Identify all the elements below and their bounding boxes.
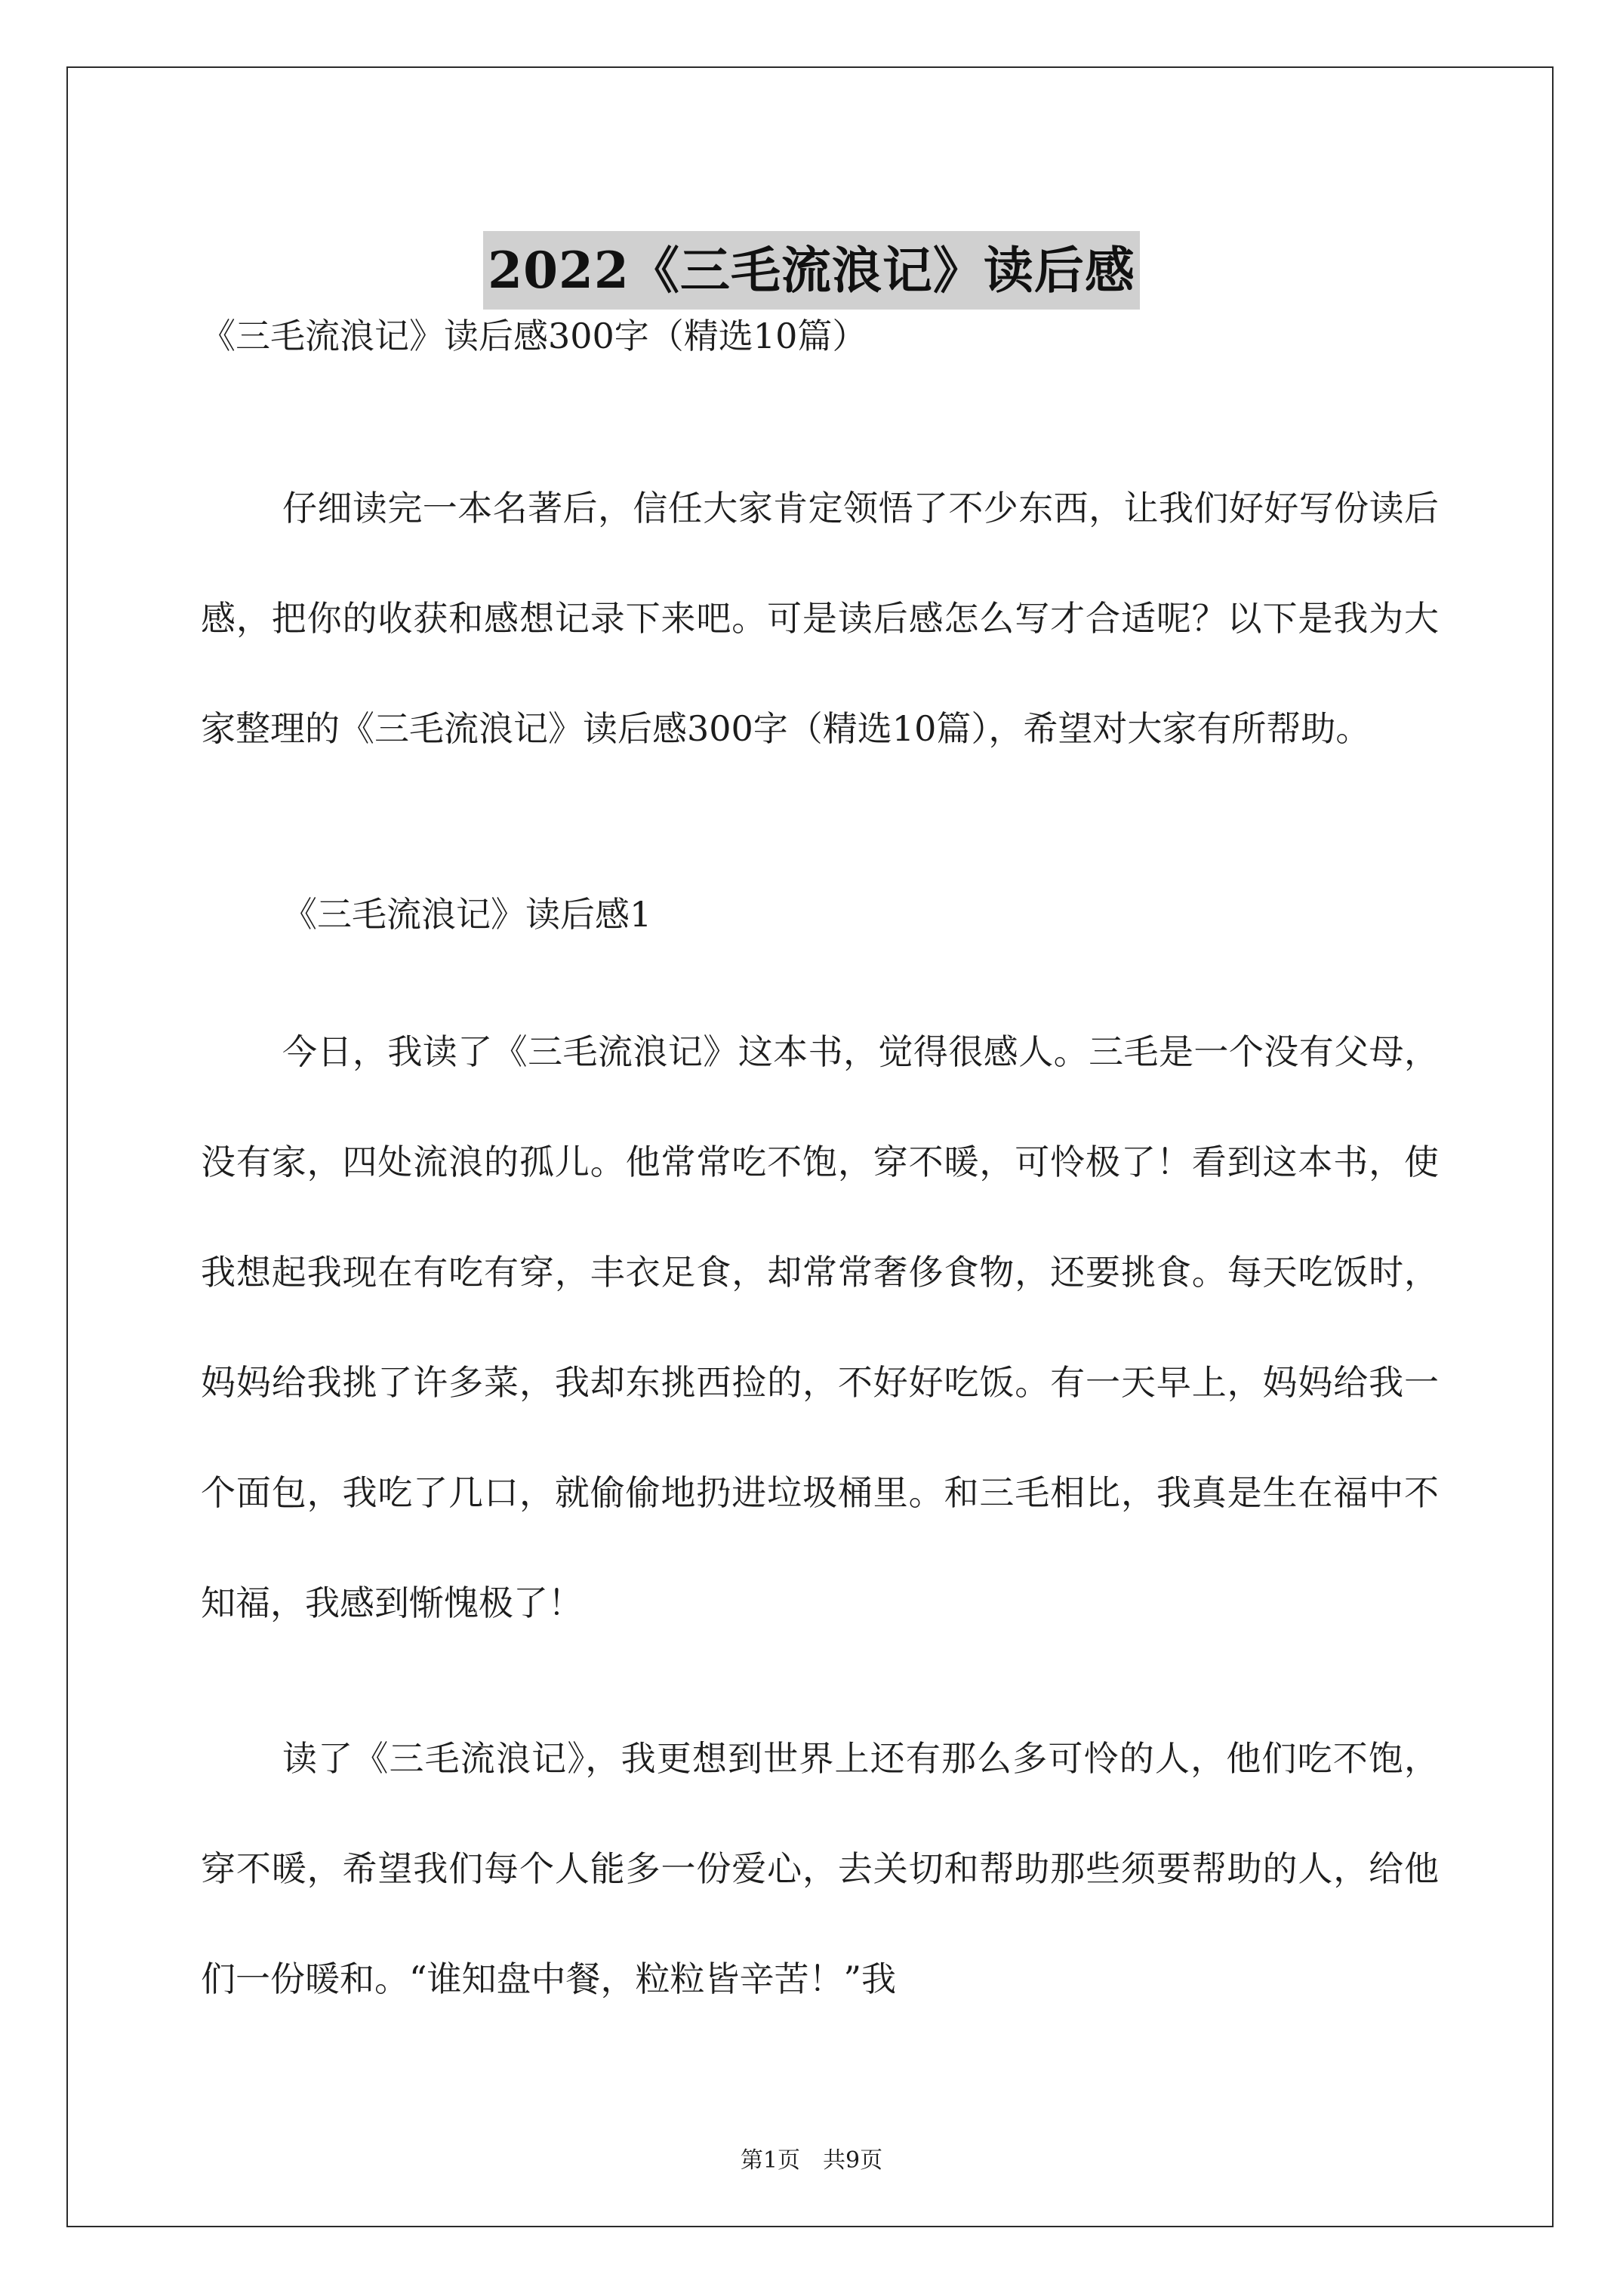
intro-paragraph: 仔细读完一本名著后，信任大家肯定领悟了不少东西，让我们好好写份读后感，把你的收获和感想记录下来吧。可是读后感怎么写才合适呢？以下是我为大家整理的《三毛流浪记》读后感300字（精选10篇），希望对大家有所帮助。 [201,488,1439,749]
section-heading: 《三毛流浪记》读后感1 [282,894,652,935]
body-paragraph: 读了《三毛流浪记》，我更想到世界上还有那么多可怜的人，他们吃不饱，穿不暖，希望我们每个人能多一份爱心，去关切和帮助那些须要帮助的人，给他们一份暖和。“谁知盘中餐，粒粒皆辛苦！”我 [201,1738,1439,1999]
body-paragraph: 今日，我读了《三毛流浪记》这本书，觉得很感人。三毛是一个没有父母，没有家，四处流浪的孤儿。他常常吃不饱，穿不暖，可怜极了！看到这本书，使我想起我现在有吃有穿，丰衣足食，却常常奢侈食物，还要挑食。每天吃饭时，妈妈给我挑了许多菜，我却东挑西捡的，不好好吃饭。有一天早上，妈妈给我一个面包，我吃了几口，就偷偷地扔进垃圾桶里。和三毛相比，我真是生在福中不知福，我感到惭愧极了！ [201,1031,1439,1623]
document-title: 2022《三毛流浪记》读后感 [483,231,1140,310]
page-number: 第1页 共9页 [740,2147,883,2174]
document-subtitle: 《三毛流浪记》读后感300字（精选10篇） [201,316,867,356]
